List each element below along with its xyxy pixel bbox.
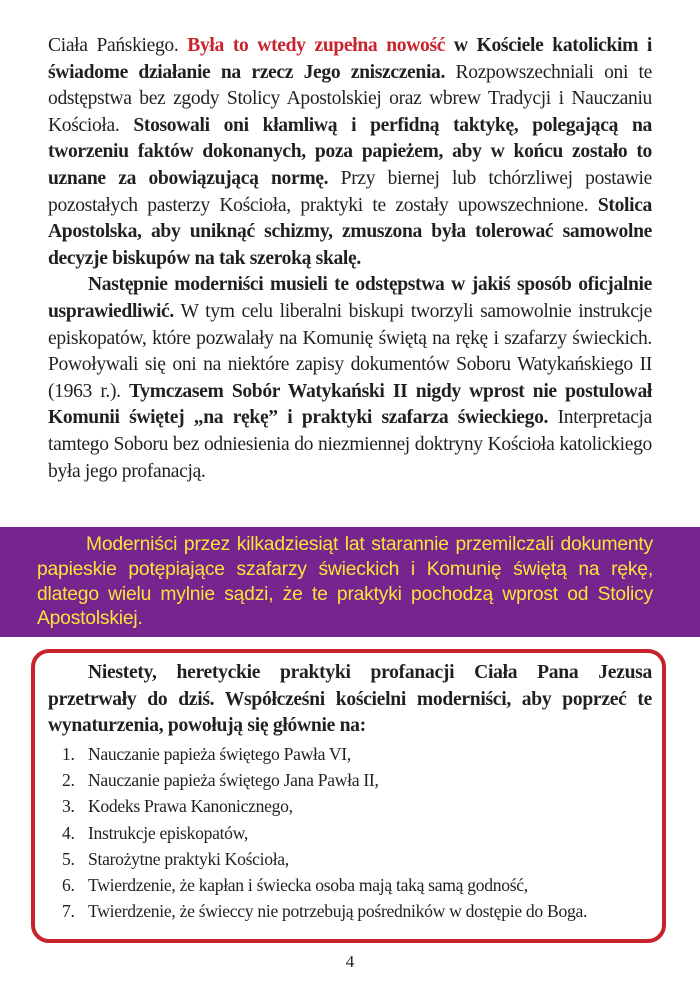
list-item (62, 872, 652, 898)
list-item (62, 846, 652, 872)
page-number: 4 (345, 952, 355, 971)
bold-text: Stolica Apostolska, aby uniknąć schizmy, zmuszona była tolerować samowolne decyzje biskupów na tak szeroką skalę. (48, 194, 652, 269)
list-text: Nauczanie papieża świętego Jana Pawła II, (88, 770, 379, 791)
list-text: Starożytne praktyki Kościoła, (88, 848, 289, 869)
list-number: 5. (62, 848, 75, 869)
list-text: Nauczanie papieża świętego Pawła VI, (88, 744, 351, 764)
list-item (62, 741, 652, 767)
bold-text: Tymczasem Sobór Watykański II nigdy wprost nie postulował Komunii świętej „na rękę” i praktyki szafarza świeckiego. (48, 380, 652, 429)
list-text: Instrukcje episkopatów, (88, 822, 249, 843)
bold-text: w Kościele katolickim i świadome działanie na rzecz Jego zniszczenia. (48, 35, 652, 83)
text-run: Ciała Pańskiego. (48, 35, 188, 56)
list-item (62, 767, 652, 793)
list-text: Twierdzenie, że kapłan i świecka osoba mają taką samą godność, (88, 875, 528, 896)
bold-text: Stosowali oni kłamliwą i perfidną taktykę, polegającą na tworzeniu faktów dokonanych, poza papieżem, aby w końcu zostało to uznane za obowiązującą normę. (48, 114, 652, 189)
text-run: Interpretacja tamtego Soboru bez odniesienia do niezmiennej doktryny Kościoła katolickiego była jego profanacją. (48, 407, 653, 482)
list-item (62, 898, 652, 924)
list-text: Kodeks Prawa Kanonicznego, (88, 796, 293, 817)
list-item (62, 793, 652, 819)
paragraph-2 (48, 272, 652, 485)
bold-text: Następnie moderniści musieli te odstępstwa w jakiś sposób oficjalnie usprawiedliwić. (48, 274, 652, 322)
list-number: 1. (62, 744, 75, 764)
list-text: Twierdzenie, że świeccy nie potrzebują pośredników w dostępie do Boga. (88, 901, 588, 922)
body-text (48, 33, 652, 485)
text-run: Rozpowszechniali oni te odstępstwa bez zgody Stolicy Apostolskiej oraz wbrew Tradycji i Nauczaniu Kościoła. (48, 61, 652, 136)
list-number: 6. (62, 875, 75, 896)
boxed-section-lead: Niestety, heretyckie praktyki profanacji Ciała Pana Jezusa przetrwały do dziś. Współcześni kościelni moderniści, aby poprzeć te wynaturzenia, powołują się głównie na: (48, 662, 652, 737)
highlight-band-text: Moderniści przez kilkadziesiąt lat starannie przemilczali dokumenty papieskie potępiające szafarzy świeckich i Komunię świętą na rękę, dlatego wielu mylnie sądzi, że te praktyki pochodzą wprost od Stolicy Apostolskiej. (37, 534, 653, 630)
paragraph-1 (48, 33, 652, 272)
list-item (62, 820, 652, 846)
text-run: Przy biernej lub tchórzliwej postawie pozostałych pasterzy Kościoła, praktyki te zostały upowszechnione. (48, 167, 652, 216)
list-number: 4. (62, 822, 75, 843)
list-number: 3. (62, 796, 75, 817)
list-number: 2. (62, 770, 75, 791)
red-emphasis: Była to wtedy zupełna nowość (187, 35, 446, 56)
text-run: W tym celu liberalni biskupi tworzyli samowolnie instrukcje episkopatów, które pozwalały na Komunię świętą na rękę i szafarzy świeckich. Powoływali się oni na niektóre zapisy dokumentów Soboru Watykańskiego II (1963 r.). (48, 300, 652, 402)
list-number: 7. (62, 901, 75, 922)
boxed-section-list (62, 741, 652, 924)
